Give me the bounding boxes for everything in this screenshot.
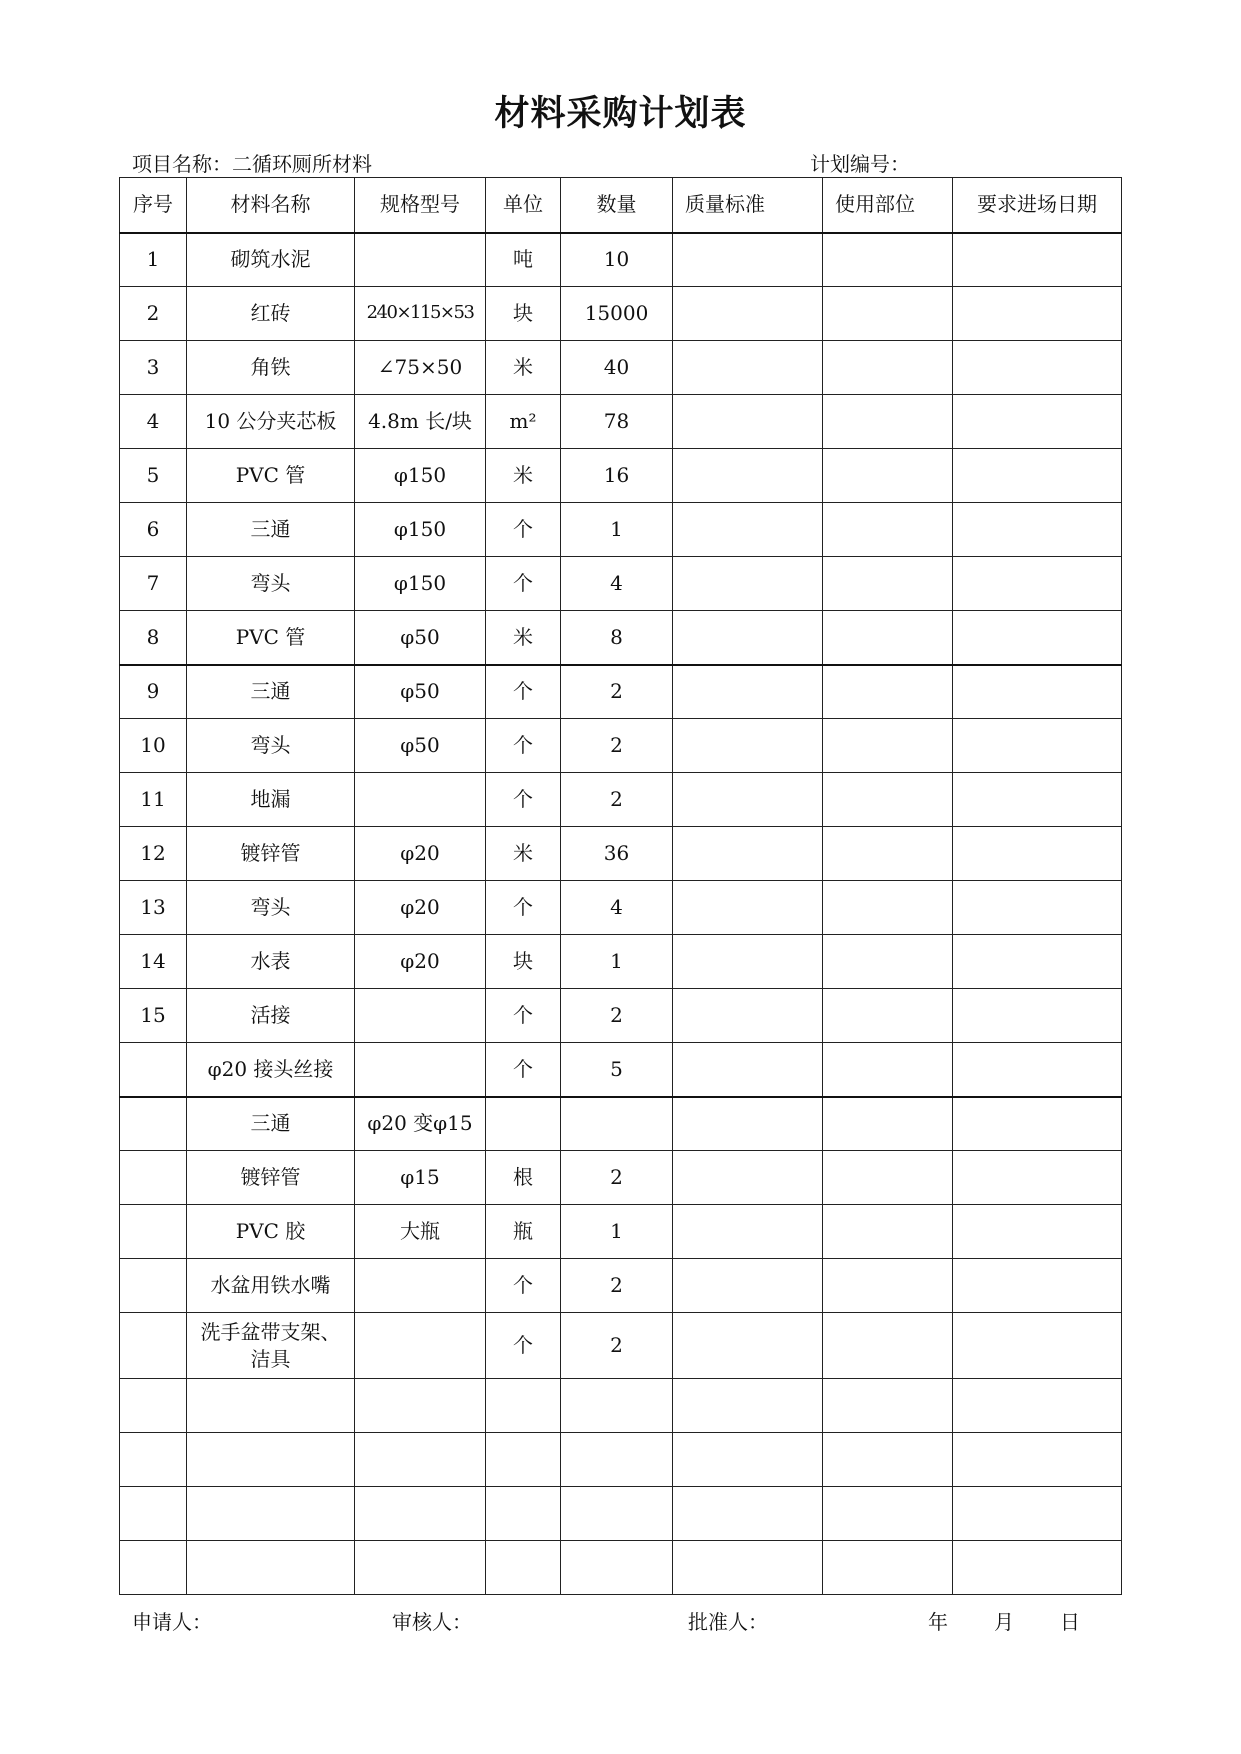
row-no: 13	[120, 881, 187, 935]
row-no	[120, 1379, 187, 1433]
row-date	[953, 449, 1122, 503]
row-location	[823, 1043, 953, 1097]
row-quality	[673, 287, 823, 341]
row-quantity: 8	[561, 611, 673, 665]
row-quality	[673, 719, 823, 773]
row-date	[953, 1487, 1122, 1541]
row-material-name: PVC 管	[187, 611, 355, 665]
row-material-name	[187, 1379, 355, 1433]
row-quality	[673, 233, 823, 287]
row-date	[953, 773, 1122, 827]
row-material-name: PVC 胶	[187, 1205, 355, 1259]
plan-number: 计划编号：	[810, 152, 910, 176]
row-material-name: 镀锌管	[187, 1151, 355, 1205]
row-quantity: 36	[561, 827, 673, 881]
row-location	[823, 1487, 953, 1541]
row-spec: φ50	[355, 611, 486, 665]
row-quality	[673, 1379, 823, 1433]
row-material-name: 地漏	[187, 773, 355, 827]
table-row	[120, 611, 1122, 665]
row-quality	[673, 1205, 823, 1259]
row-no	[120, 1541, 187, 1595]
row-spec: φ150	[355, 557, 486, 611]
row-date	[953, 1379, 1122, 1433]
row-material-name: PVC 管	[187, 449, 355, 503]
row-date	[953, 827, 1122, 881]
row-material-name: 三通	[187, 503, 355, 557]
applicant-label: 申请人：	[132, 1610, 212, 1634]
row-location	[823, 1151, 953, 1205]
table-row	[120, 1043, 1122, 1097]
day-label: 日	[1060, 1610, 1080, 1634]
header-quality: 质量标准	[673, 178, 823, 233]
row-quality	[673, 1433, 823, 1487]
row-date	[953, 719, 1122, 773]
table-row	[120, 665, 1122, 719]
row-location	[823, 935, 953, 989]
row-quantity	[561, 1487, 673, 1541]
row-unit: 块	[486, 935, 561, 989]
row-unit: 米	[486, 827, 561, 881]
table-row	[120, 989, 1122, 1043]
row-quantity: 15000	[561, 287, 673, 341]
row-no	[120, 1259, 187, 1313]
row-quantity: 4	[561, 557, 673, 611]
row-quantity: 2	[561, 665, 673, 719]
row-location	[823, 719, 953, 773]
row-quality	[673, 1541, 823, 1595]
row-location	[823, 611, 953, 665]
row-unit	[486, 1487, 561, 1541]
row-date	[953, 287, 1122, 341]
row-location	[823, 1313, 953, 1379]
row-no	[120, 1433, 187, 1487]
row-quality	[673, 665, 823, 719]
row-material-name: 水盆用铁水嘴	[187, 1259, 355, 1313]
row-unit: 个	[486, 989, 561, 1043]
row-unit	[486, 1541, 561, 1595]
row-quality	[673, 1313, 823, 1379]
row-quantity	[561, 1097, 673, 1151]
row-spec: φ20	[355, 827, 486, 881]
row-unit: 根	[486, 1151, 561, 1205]
row-material-name	[187, 1433, 355, 1487]
row-no: 5	[120, 449, 187, 503]
row-date	[953, 881, 1122, 935]
row-no: 9	[120, 665, 187, 719]
row-date	[953, 1151, 1122, 1205]
row-material-name	[187, 1541, 355, 1595]
row-quantity: 40	[561, 341, 673, 395]
row-quantity	[561, 1433, 673, 1487]
row-unit: 个	[486, 881, 561, 935]
row-spec	[355, 1487, 486, 1541]
row-spec: φ150	[355, 503, 486, 557]
row-spec: φ50	[355, 665, 486, 719]
row-spec: 4.8m 长/块	[355, 395, 486, 449]
row-date	[953, 341, 1122, 395]
row-unit: m²	[486, 395, 561, 449]
row-quantity: 16	[561, 449, 673, 503]
row-unit: 米	[486, 611, 561, 665]
row-unit: 个	[486, 1043, 561, 1097]
row-quantity	[561, 1379, 673, 1433]
row-date	[953, 233, 1122, 287]
header-location: 使用部位	[823, 178, 953, 233]
row-material-name: 弯头	[187, 881, 355, 935]
row-location	[823, 773, 953, 827]
table-row	[120, 557, 1122, 611]
row-no	[120, 1487, 187, 1541]
table-row	[120, 233, 1122, 287]
table-row	[120, 1487, 1122, 1541]
table-row	[120, 1151, 1122, 1205]
row-spec	[355, 1043, 486, 1097]
row-spec: φ20	[355, 935, 486, 989]
row-no: 8	[120, 611, 187, 665]
row-unit: 米	[486, 449, 561, 503]
row-no	[120, 1043, 187, 1097]
row-no: 11	[120, 773, 187, 827]
row-no: 7	[120, 557, 187, 611]
row-location	[823, 557, 953, 611]
table-row	[120, 1313, 1122, 1379]
header-unit: 单位	[486, 178, 561, 233]
row-unit: 块	[486, 287, 561, 341]
row-quality	[673, 881, 823, 935]
row-location	[823, 1379, 953, 1433]
table-row	[120, 881, 1122, 935]
row-material-name	[187, 1487, 355, 1541]
row-date	[953, 503, 1122, 557]
row-spec	[355, 1541, 486, 1595]
row-quality	[673, 773, 823, 827]
row-quantity: 2	[561, 1313, 673, 1379]
row-quality	[673, 611, 823, 665]
row-unit: 个	[486, 1259, 561, 1313]
header-qty: 数量	[561, 178, 673, 233]
row-unit: 瓶	[486, 1205, 561, 1259]
row-spec	[355, 1259, 486, 1313]
row-no: 15	[120, 989, 187, 1043]
row-spec	[355, 989, 486, 1043]
row-spec	[355, 1433, 486, 1487]
table-row	[120, 287, 1122, 341]
row-no	[120, 1313, 187, 1379]
row-material-name: 活接	[187, 989, 355, 1043]
row-unit: 米	[486, 341, 561, 395]
row-material-name: 三通	[187, 665, 355, 719]
row-date	[953, 1043, 1122, 1097]
row-no: 6	[120, 503, 187, 557]
row-material-name: 角铁	[187, 341, 355, 395]
row-location	[823, 827, 953, 881]
row-material-name: 10 公分夹芯板	[187, 395, 355, 449]
table-row	[120, 449, 1122, 503]
row-location	[823, 665, 953, 719]
row-no: 12	[120, 827, 187, 881]
row-quality	[673, 503, 823, 557]
table-row	[120, 935, 1122, 989]
header-row	[120, 178, 1122, 233]
row-quality	[673, 1043, 823, 1097]
row-quantity	[561, 1541, 673, 1595]
row-quantity: 2	[561, 1259, 673, 1313]
row-spec: φ50	[355, 719, 486, 773]
row-material-name: 水表	[187, 935, 355, 989]
row-material-name: 洗手盆带支架、洁具	[187, 1313, 355, 1379]
row-quality	[673, 1487, 823, 1541]
row-location	[823, 341, 953, 395]
row-quantity: 1	[561, 1205, 673, 1259]
row-material-name: 红砖	[187, 287, 355, 341]
row-quality	[673, 395, 823, 449]
row-material-name: 砌筑水泥	[187, 233, 355, 287]
row-date	[953, 1541, 1122, 1595]
row-no: 14	[120, 935, 187, 989]
row-date	[953, 665, 1122, 719]
row-spec	[355, 1379, 486, 1433]
table-row	[120, 773, 1122, 827]
row-no: 10	[120, 719, 187, 773]
table-row	[120, 827, 1122, 881]
table-row	[120, 1379, 1122, 1433]
row-spec: φ20	[355, 881, 486, 935]
row-no: 1	[120, 233, 187, 287]
row-date	[953, 611, 1122, 665]
row-quality	[673, 1097, 823, 1151]
header-date: 要求进场日期	[953, 178, 1122, 233]
row-spec: 大瓶	[355, 1205, 486, 1259]
row-material-name: 弯头	[187, 719, 355, 773]
row-quality	[673, 827, 823, 881]
table-row	[120, 503, 1122, 557]
row-spec: 240×115×53	[355, 287, 486, 341]
approver-label: 批准人：	[688, 1610, 768, 1634]
table-row	[120, 1205, 1122, 1259]
row-quality	[673, 1259, 823, 1313]
table-row	[120, 395, 1122, 449]
row-no	[120, 1205, 187, 1259]
row-date	[953, 1205, 1122, 1259]
row-date	[953, 1097, 1122, 1151]
row-location	[823, 1205, 953, 1259]
row-quantity: 2	[561, 1151, 673, 1205]
row-quantity: 2	[561, 989, 673, 1043]
row-location	[823, 1541, 953, 1595]
row-material-name: 镀锌管	[187, 827, 355, 881]
row-unit: 个	[486, 557, 561, 611]
row-spec	[355, 1313, 486, 1379]
row-location	[823, 503, 953, 557]
row-quantity: 2	[561, 719, 673, 773]
row-quantity: 1	[561, 935, 673, 989]
row-quantity: 10	[561, 233, 673, 287]
row-material-name: φ20 接头丝接	[187, 1043, 355, 1097]
table-row	[120, 341, 1122, 395]
row-date	[953, 935, 1122, 989]
row-quantity: 5	[561, 1043, 673, 1097]
row-unit: 个	[486, 719, 561, 773]
year-label: 年	[928, 1610, 948, 1634]
row-quality	[673, 557, 823, 611]
row-location	[823, 989, 953, 1043]
project-name: 项目名称：二循环厕所材料	[132, 152, 372, 176]
row-date	[953, 557, 1122, 611]
row-quantity: 4	[561, 881, 673, 935]
page-title: 材料采购计划表	[494, 93, 747, 134]
row-location	[823, 395, 953, 449]
row-quantity: 78	[561, 395, 673, 449]
row-spec: φ15	[355, 1151, 486, 1205]
purchase-plan-table	[119, 177, 1122, 1595]
row-quality	[673, 935, 823, 989]
row-no: 2	[120, 287, 187, 341]
row-spec: φ150	[355, 449, 486, 503]
row-no: 4	[120, 395, 187, 449]
row-location	[823, 449, 953, 503]
row-location	[823, 233, 953, 287]
row-spec: φ20 变φ15	[355, 1097, 486, 1151]
row-quality	[673, 989, 823, 1043]
row-spec	[355, 773, 486, 827]
row-unit	[486, 1097, 561, 1151]
table-row	[120, 719, 1122, 773]
row-quality	[673, 449, 823, 503]
row-no: 3	[120, 341, 187, 395]
row-unit: 吨	[486, 233, 561, 287]
row-quantity: 1	[561, 503, 673, 557]
header-no: 序号	[120, 178, 187, 233]
reviewer-label: 审核人：	[392, 1610, 472, 1634]
row-location	[823, 1433, 953, 1487]
row-date	[953, 1313, 1122, 1379]
row-no	[120, 1097, 187, 1151]
table-row	[120, 1433, 1122, 1487]
row-unit	[486, 1433, 561, 1487]
row-unit: 个	[486, 773, 561, 827]
row-date	[953, 1259, 1122, 1313]
row-location	[823, 1259, 953, 1313]
row-quality	[673, 1151, 823, 1205]
row-location	[823, 1097, 953, 1151]
row-no	[120, 1151, 187, 1205]
row-material-name: 弯头	[187, 557, 355, 611]
row-date	[953, 989, 1122, 1043]
row-material-name: 三通	[187, 1097, 355, 1151]
row-quality	[673, 341, 823, 395]
row-date	[953, 395, 1122, 449]
table-row	[120, 1541, 1122, 1595]
row-unit	[486, 1379, 561, 1433]
row-unit: 个	[486, 1313, 561, 1379]
row-quantity: 2	[561, 773, 673, 827]
header-name: 材料名称	[187, 178, 355, 233]
row-unit: 个	[486, 665, 561, 719]
table-row	[120, 1259, 1122, 1313]
table-row	[120, 1097, 1122, 1151]
row-spec	[355, 233, 486, 287]
header-spec: 规格型号	[355, 178, 486, 233]
row-location	[823, 881, 953, 935]
row-unit: 个	[486, 503, 561, 557]
row-date	[953, 1433, 1122, 1487]
row-spec: ∠75×50	[355, 341, 486, 395]
month-label: 月	[994, 1610, 1014, 1634]
row-location	[823, 287, 953, 341]
